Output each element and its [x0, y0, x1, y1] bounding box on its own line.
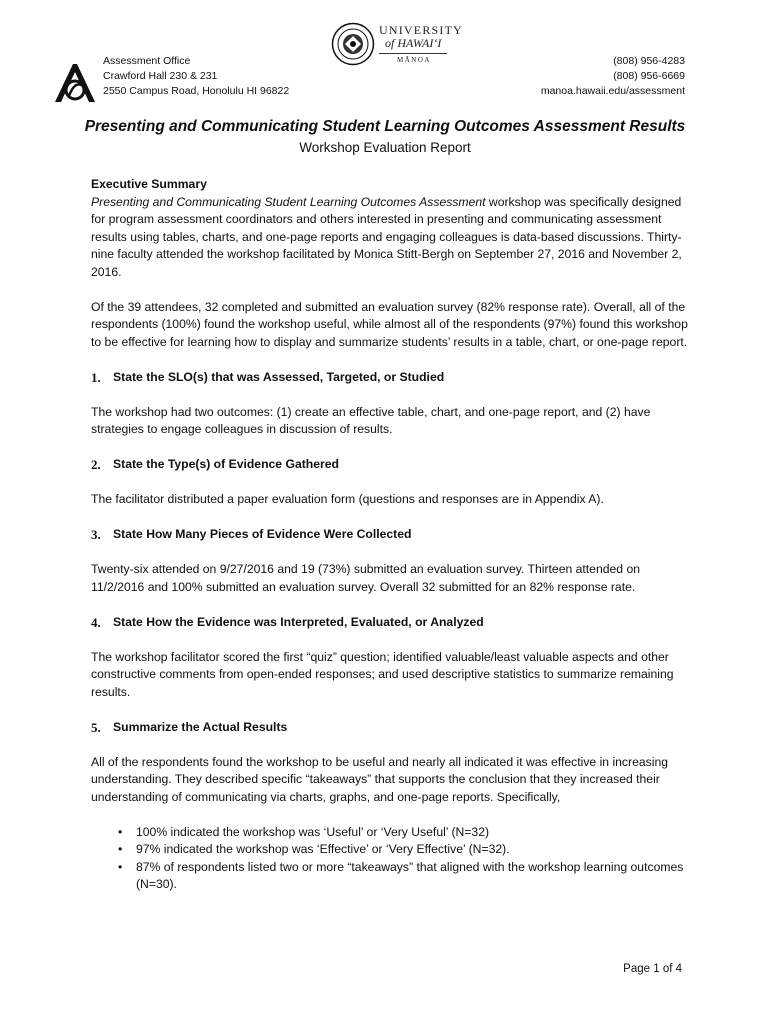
page-number: Page 1 of 4	[623, 963, 682, 975]
section-text: All of the respondents found the workshop to be useful and nearly all indicated it was effective in increasing understanding. They described specific “takeaways” that supports the conclusion that they increased their understanding of communicating via charts, graphs, and one-page reports. Specifically,	[91, 754, 669, 804]
fax-number: (808) 956-6669	[613, 70, 685, 82]
list-item: • 97% indicated the workshop was ‘Effective’ or ‘Very Effective’ (N=32).	[118, 841, 689, 859]
section-text: The workshop had two outcomes: (1) create an effective table, chart, and one-page report, and (2) have strategies to engage colleagues in discussion of results.	[91, 404, 651, 436]
workshop-name: Presenting and Communicating Student Learning Outcomes Assessment	[91, 194, 486, 209]
section-text: The workshop facilitator scored the first “quiz” question; identified valuable/least valuable aspects and other constructive comments from open-ended responses; and used descriptive statistics to summarize remaining results.	[91, 649, 674, 699]
response-summary-paragraph: Of the 39 attendees, 32 completed and submitted an evaluation survey (82% response rate). Overall, all of the respondents (100%) found the workshop useful, while almost all of the respondents (97%) found this workshop to be effective for learning how to display and summarize students’ results in a table, chart, or one-page report.	[91, 299, 688, 349]
university-logo	[331, 22, 463, 72]
executive-summary-heading: Executive Summary	[91, 177, 207, 191]
phone-number: (808) 956-4283	[613, 55, 685, 67]
section-number: 5.	[91, 719, 101, 735]
contact-info	[541, 54, 685, 99]
document-body	[91, 176, 689, 894]
section-heading	[91, 369, 689, 387]
section-title: Summarize the Actual Results	[113, 719, 288, 734]
section-heading	[91, 719, 689, 737]
section-number: 3.	[91, 527, 101, 542]
list-item: • 100% indicated the workshop was ‘Useful’ or ‘Very Useful’ (N=32)	[118, 824, 689, 842]
office-line: Assessment Office	[103, 55, 191, 67]
website-link[interactable]: manoa.hawaii.edu/assessment	[540, 85, 685, 97]
office-line: 2550 Campus Road, Honolulu HI 96822	[103, 85, 290, 97]
section-title: State the Type(s) of Evidence Gathered	[113, 457, 339, 471]
hawaii-wordmark: of HAWAIʻI	[385, 36, 442, 50]
section-heading	[91, 614, 689, 632]
university-seal-icon	[331, 22, 375, 66]
executive-summary-text: workshop was specifically designed for program assessment coordinators and others interested in presenting and communicating assessment results using tables, charts, and one-page reports and engaging colleagues is data-based discussions. Thirty-nine faculty attended the workshop facilitated by Monica Stitt-Bergh on September 27, 2016 and November 2, 2016.	[91, 194, 682, 279]
university-wordmark: UNIVERSITY	[379, 23, 463, 37]
section-number: 4.	[91, 614, 101, 630]
office-line: Crawford Hall 230 & 231	[103, 70, 218, 82]
campus-wordmark: MĀNOA	[397, 56, 431, 64]
section-heading	[91, 526, 689, 544]
list-item: • 87% of respondents listed two or more “takeaways” that aligned with the workshop learning outcomes (N=30).	[118, 859, 689, 894]
document-subtitle: Workshop Evaluation Report	[299, 140, 471, 155]
section-number: 1.	[91, 369, 101, 385]
executive-summary-paragraph	[91, 194, 689, 282]
section-title: State the SLO(s) that was Assessed, Targeted, or Studied	[113, 369, 445, 384]
section-title: State How the Evidence was Interpreted, Evaluated, or Analyzed	[113, 614, 484, 629]
office-address	[103, 54, 289, 99]
document-title: Presenting and Communicating Student Learning Outcomes Assessment Results	[84, 118, 686, 135]
section-number: 2.	[91, 457, 101, 472]
assessment-office-logo-icon	[53, 60, 97, 104]
section-text: Twenty-six attended on 9/27/2016 and 19 (73%) submitted an evaluation survey. Thirteen attended on 11/2/2016 and 100% submitted an evaluation survey. Overall 32 submitted for an 82% response rate.	[91, 562, 641, 594]
section-title: State How Many Pieces of Evidence Were Collected	[113, 527, 412, 541]
section-text: The facilitator distributed a paper evaluation form (questions and responses are in Appendix A).	[91, 492, 604, 506]
section-heading	[91, 456, 689, 474]
wordmark-divider	[379, 53, 447, 54]
results-list	[91, 824, 689, 894]
